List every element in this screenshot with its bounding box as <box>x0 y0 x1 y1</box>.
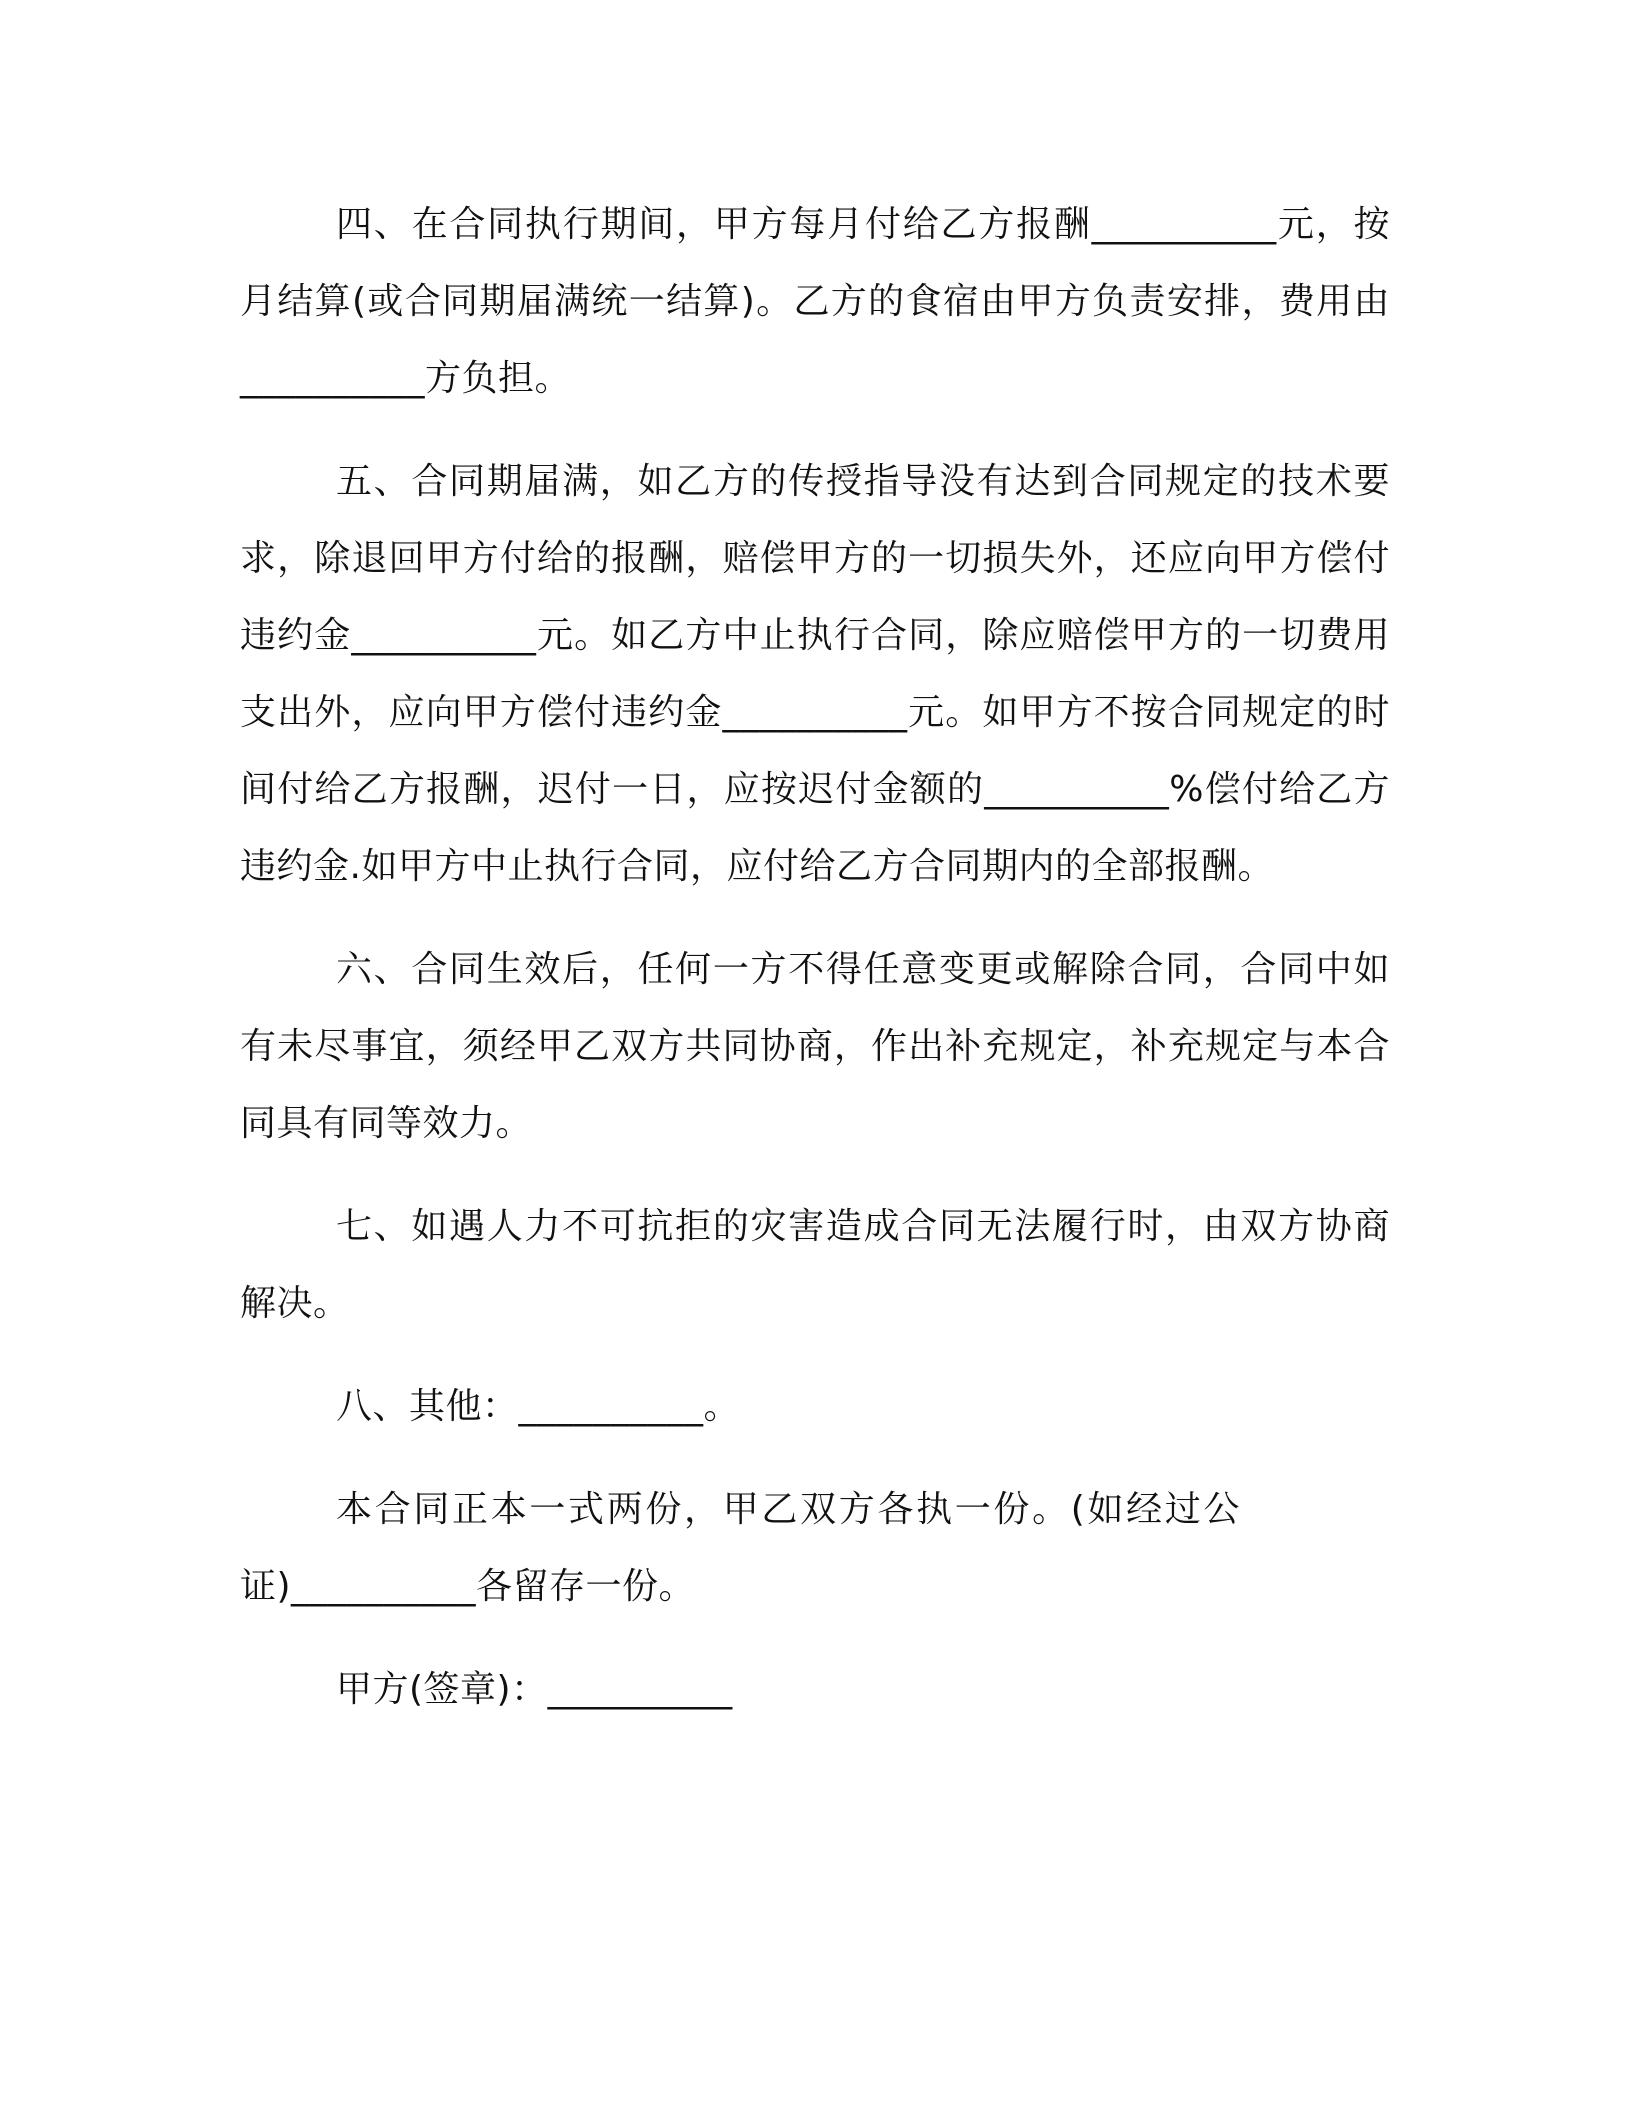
party-a-signature: 甲方(签章)：__________ <box>336 1669 733 1710</box>
copies-clause: 本合同正本一式两份，甲乙双方各执一份。(如经过公证)__________各留存一份。 <box>240 1489 1240 1607</box>
clause-seven: 七、如遇人力不可抗拒的灾害造成合同无法履行时，由双方协商解决。 <box>240 1206 1390 1324</box>
clause-six: 六、合同生效后，任何一方不得任意变更或解除合同，合同中如有未尽事宜，须经甲乙双方共同协商，作出补充规定，补充规定与本合同具有同等效力。 <box>240 949 1390 1144</box>
clause-five: 五、合同期届满，如乙方的传授指导没有达到合同规定的技术要求，除退回甲方付给的报酬，赔偿甲方的一切损失外，还应向甲方偿付违约金__________元。如乙方中止执行合同，除应赔偿甲方的一切费用支出外，应向甲方偿付违约金__________元。如甲方不按合同规定的时间付给乙方报酬，迟付一日，应按迟付金额的__________%偿付给乙方违约金.如甲方中止执行合同，应付给乙方合同期内的全部报酬。 <box>240 461 1390 887</box>
clause-four: 四、在合同执行期间，甲方每月付给乙方报酬__________元，按月结算(或合同期届满统一结算)。乙方的食宿由甲方负责安排，费用由__________方负担。 <box>240 204 1390 399</box>
clause-eight: 八、其他：__________。 <box>336 1386 741 1427</box>
document-page <box>240 186 1390 1754</box>
